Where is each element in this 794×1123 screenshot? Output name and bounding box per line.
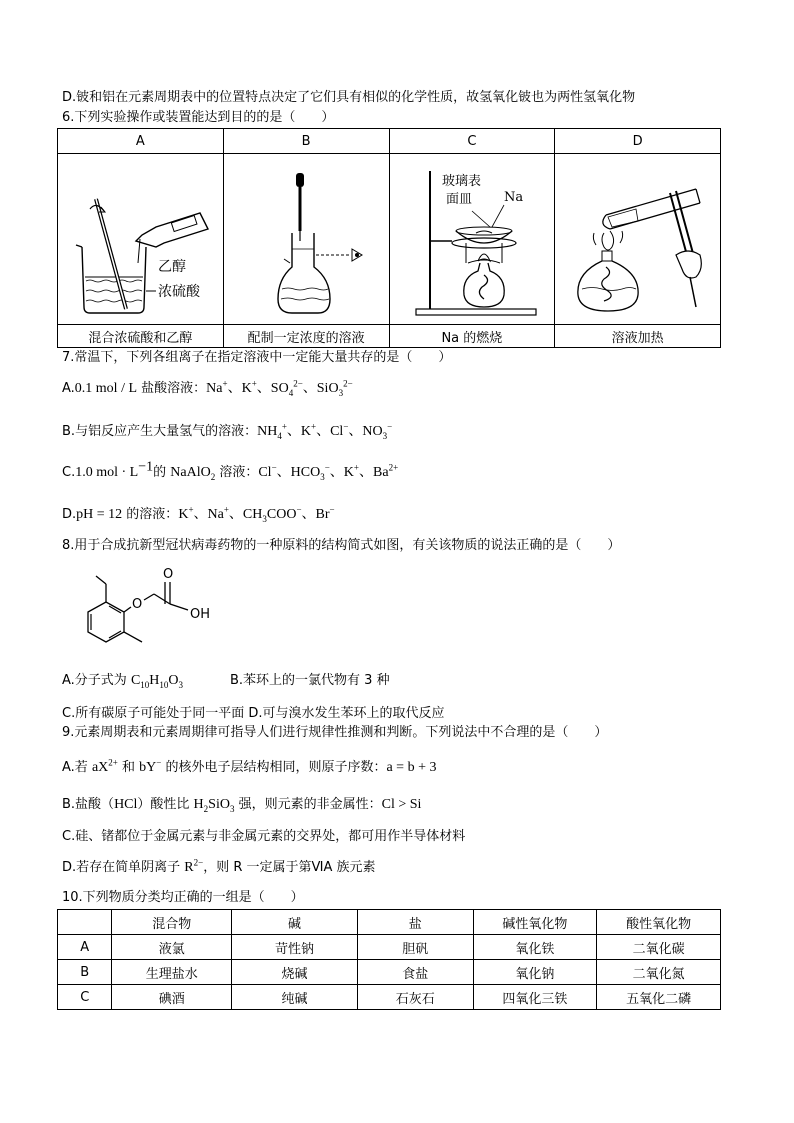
hydroxyl-group: OH xyxy=(190,607,211,622)
table-cell: 二氧化氮 xyxy=(597,960,721,985)
caption-d: 溶液加热 xyxy=(555,325,721,348)
volumetric-flask-illustration xyxy=(226,159,386,319)
ethanol-label: 乙醇 xyxy=(158,259,187,275)
question-10: 10.下列物质分类均正确的一组是（ ） xyxy=(62,890,304,905)
option-7a: A.0.1 mol / L 盐酸溶液：Na+、K+、$SO_4^{2-}$、SiO$_3^{2-}$ xyxy=(62,378,353,398)
col-b-header: B xyxy=(223,129,389,154)
molecule-structure xyxy=(60,560,230,652)
table-cell: 液氯 xyxy=(112,935,232,960)
table-header-cell: 盐 xyxy=(357,910,473,935)
table-cell: 食盐 xyxy=(357,960,473,985)
option-9d: D.若存在简单阴离子 $R^{2-}$，则 R 一定属于第ⅥA 族元素 xyxy=(62,857,376,875)
option-8cd: C.所有碳原子可能处于同一平面 D.可与溴水发生苯环上的取代反应 xyxy=(62,706,445,721)
classification-table xyxy=(57,909,721,1010)
table-cell: 石灰石 xyxy=(357,985,473,1010)
col-c-header: C xyxy=(389,129,555,154)
sulfuric-acid-label: 浓硫酸 xyxy=(158,284,201,300)
question-7: 7.常温下，下列各组离子在指定溶液中一定能大量共存的是（ ） xyxy=(62,350,452,365)
table-cell: 胆矾 xyxy=(357,935,473,960)
table-header-cell: 碱 xyxy=(232,910,358,935)
table-row xyxy=(58,985,721,1010)
sodium-burning-illustration xyxy=(392,159,552,319)
table-header-cell: 酸性氧化物 xyxy=(597,910,721,935)
image-d-cell xyxy=(555,154,721,325)
table-cell: A xyxy=(58,935,112,960)
caption-a: 混合浓硫酸和乙醇 xyxy=(58,325,224,348)
watch-glass-label-1: 玻璃表 xyxy=(441,174,481,189)
beaker-pouring-illustration xyxy=(60,159,220,319)
option-9a: A.若 $aX^{2+}$ 和 bY− 的核外电子层结构相同，则原子序数：a = b + 3 xyxy=(62,757,437,775)
table-cell: 生理盐水 xyxy=(112,960,232,985)
option-7b: B.与铝反应产生大量氢气的溶液：$NH_4^+$、K+、Cl−、$NO_3^-$ xyxy=(62,421,393,441)
table-header-cell: 碱性氧化物 xyxy=(473,910,597,935)
table-header-cell: 混合物 xyxy=(112,910,232,935)
question-6: 6.下列实验操作或装置能达到目的的是（ ） xyxy=(62,110,335,125)
table-cell: 苛性钠 xyxy=(232,935,358,960)
table-row xyxy=(58,960,721,985)
table-cell: C xyxy=(58,985,112,1010)
watch-glass-label-2: 面皿 xyxy=(445,192,472,207)
table-row xyxy=(58,935,721,960)
ether-oxygen: O xyxy=(132,597,143,612)
table-cell: 四氧化三铁 xyxy=(473,985,597,1010)
table-cell: 纯碱 xyxy=(232,985,358,1010)
question-9: 9.元素周期表和元素周期律可指导人们进行规律性推测和判断。下列说法中不合理的是（ ） xyxy=(62,725,608,740)
image-c-cell xyxy=(389,154,555,325)
table-cell: 五氧化二磷 xyxy=(597,985,721,1010)
table-header-cell xyxy=(58,910,112,935)
table-cell: B xyxy=(58,960,112,985)
table-cell: 氧化铁 xyxy=(473,935,597,960)
image-a-cell xyxy=(58,154,224,325)
option-7c: C.1.0 mol · $L^{-1}$的 NaAlO$_2$ 溶液：Cl−、$HCO_3^-$、K+、$Ba^{2+}$ xyxy=(62,459,399,482)
option-5d: D.铍和铝在元素周期表中的位置特点决定了它们具有相似的化学性质，故氢氧化铍也为两性氢氧化物 xyxy=(62,90,636,105)
table-cell: 烧碱 xyxy=(232,960,358,985)
caption-c: Na 的燃烧 xyxy=(389,325,555,348)
option-9c: C.硅、锗都位于金属元素与非金属元素的交界处，都可用作半导体材料 xyxy=(62,829,466,844)
caption-b: 配制一定浓度的溶液 xyxy=(223,325,389,348)
col-d-header: D xyxy=(555,129,721,154)
question-8: 8.用于合成抗新型冠状病毒药物的一种原料的结构简式如图，有关该物质的说法正确的是（ ） xyxy=(62,538,621,553)
sodium-label: Na xyxy=(503,190,524,205)
table-cell: 氧化钠 xyxy=(473,960,597,985)
option-9b: B.盐酸（HCl）酸性比 $H_2SiO_3$ 强，则元素的非金属性：Cl > Si xyxy=(62,797,422,814)
option-7d: D.pH = 12 的溶液：K+、Na+、$CH_3COO^-$、Br− xyxy=(62,504,335,524)
table-cell: 二氧化碳 xyxy=(597,935,721,960)
question-6-table xyxy=(57,128,721,348)
col-a-header: A xyxy=(58,129,224,154)
table-cell: 碘酒 xyxy=(112,985,232,1010)
carbonyl-oxygen: O xyxy=(163,567,174,582)
test-tube-heating-illustration xyxy=(558,159,718,319)
option-8ab: A.分子式为 $C_{10}H_{10}O_3$ B.苯环上的一氯代物有 3 种 xyxy=(62,673,390,690)
image-b-cell xyxy=(223,154,389,325)
